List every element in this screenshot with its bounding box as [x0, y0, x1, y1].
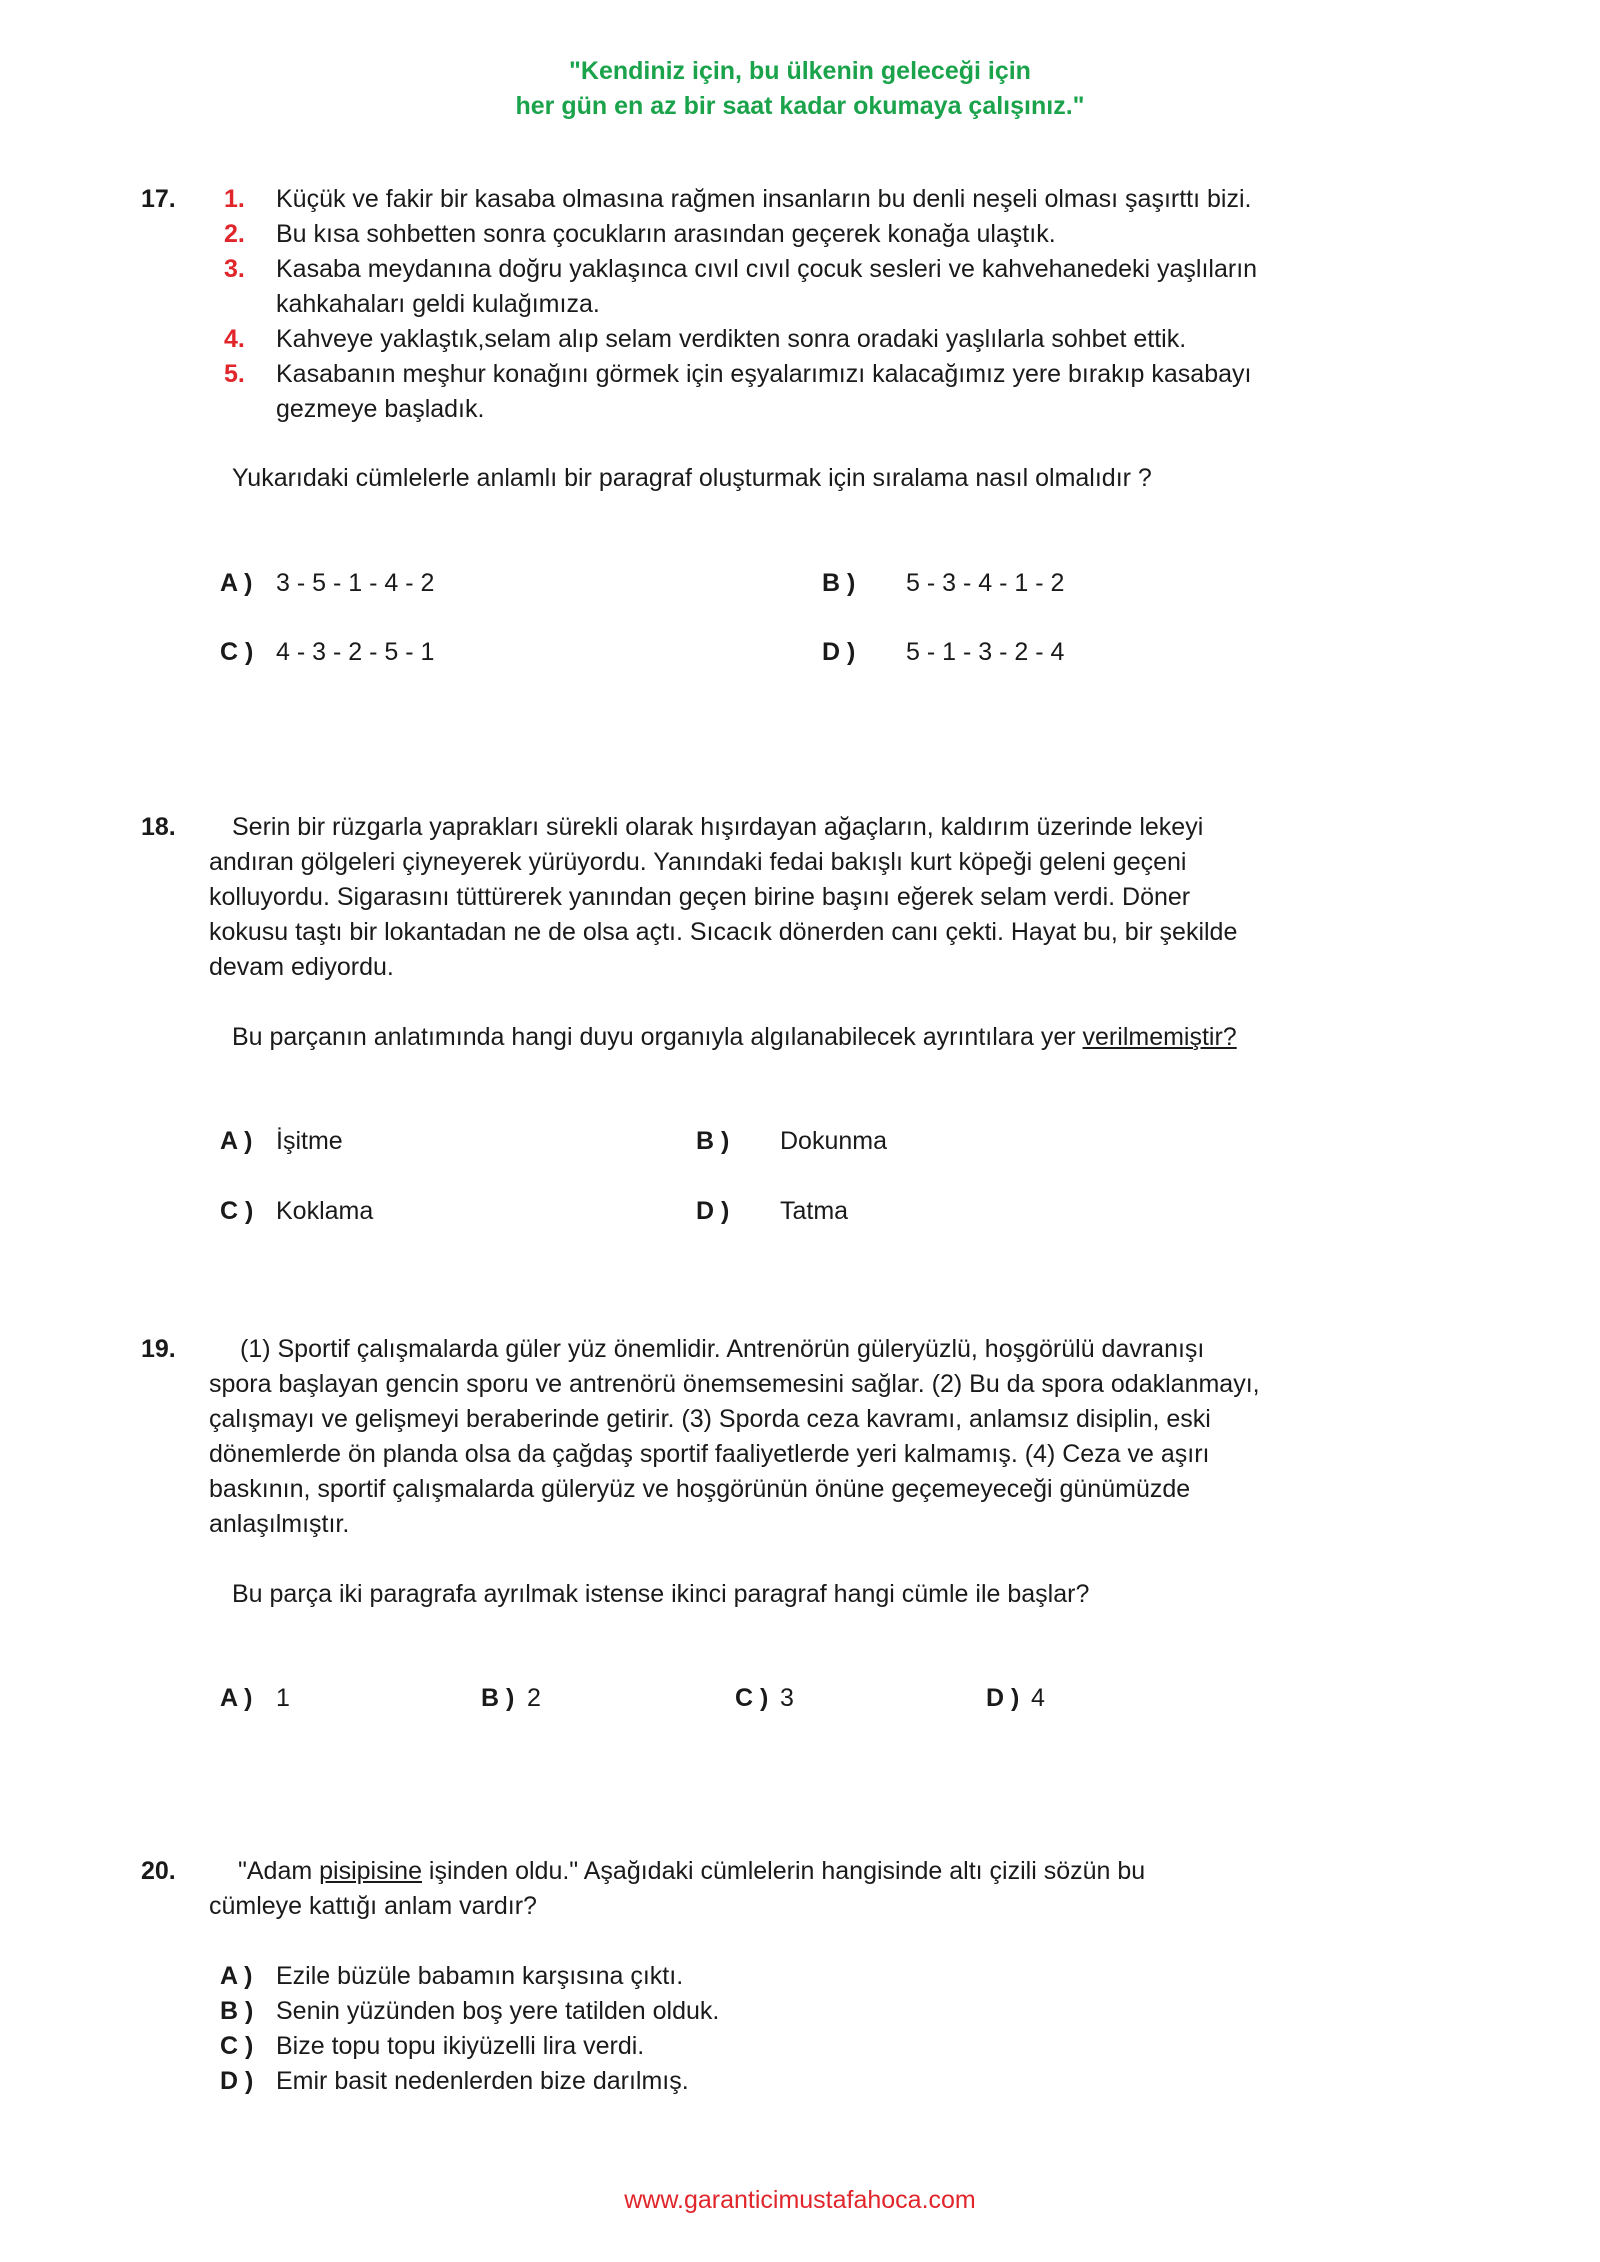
q19-question: Bu parça iki paragrafa ayrılmak istense ikinci paragraf hangi cümle ile başlar?: [232, 1580, 1090, 1608]
q19-passage-line-2: spora başlayan gencin sporu ve antrenörü önemsemesini sağlar. (2) Bu da spora odaklanmayı,: [209, 1370, 1260, 1398]
q20-option-b-text[interactable]: Senin yüzünden boş yere tatilden olduk.: [276, 1997, 720, 2025]
q19-option-c-letter[interactable]: C ): [735, 1684, 769, 1712]
q18-passage-line-1: Serin bir rüzgarla yaprakları sürekli olarak hışırdayan ağaçların, kaldırım üzerinde lekeyi: [232, 813, 1204, 841]
q20-stem-suffix: işinden oldu." Aşağıdaki cümlelerin hangisinde altı çizili sözün bu: [421, 1857, 1146, 1885]
q19-option-d-letter[interactable]: D ): [986, 1684, 1020, 1712]
q18-passage-line-2: andıran gölgeleri çiyneyerek yürüyordu. Yanındaki fedai bakışlı kurt köpeği geleni geçeni: [209, 848, 1187, 876]
q17-question: Yukarıdaki cümlelerle anlamlı bir paragraf oluşturmak için sıralama nasıl olmalıdır ?: [232, 464, 1152, 492]
q17-option-a-text[interactable]: 3 - 5 - 1 - 4 - 2: [276, 569, 435, 597]
question-20-number: 20.: [141, 1857, 176, 1885]
header-quote-line-1: "Kendiniz için, bu ülkenin geleceği için: [569, 57, 1031, 85]
q17-item-3-number: 3.: [224, 255, 245, 283]
q19-passage-line-1: (1) Sportif çalışmalarda güler yüz önemlidir. Antrenörün güleryüzlü, hoşgörülü davranışı: [240, 1335, 1205, 1363]
q18-question-underlined: verilmemiştir?: [1082, 1023, 1237, 1051]
q17-option-c-letter[interactable]: C ): [220, 638, 254, 666]
q17-option-a-letter[interactable]: A ): [220, 569, 253, 597]
q17-option-d-text[interactable]: 5 - 1 - 3 - 2 - 4: [906, 638, 1065, 666]
q17-item-5-number: 5.: [224, 360, 245, 388]
q18-option-b-letter[interactable]: B ): [696, 1127, 730, 1155]
q17-item-5-text-line-2: gezmeye başladık.: [276, 395, 485, 423]
q17-item-3-text-line-1: Kasaba meydanına doğru yaklaşınca cıvıl cıvıl çocuk sesleri ve kahvehanedeki yaşlıların: [276, 255, 1258, 283]
q20-option-c-text[interactable]: Bize topu topu ikiyüzelli lira verdi.: [276, 2032, 645, 2060]
question-19-number: 19.: [141, 1335, 176, 1363]
q17-option-b-letter[interactable]: B ): [822, 569, 856, 597]
q19-option-a-text[interactable]: 1: [276, 1684, 290, 1712]
q17-item-4-text: Kahveye yaklaştık,selam alıp selam verdikten sonra oradaki yaşlılarla sohbet ettik.: [276, 325, 1187, 353]
q18-option-c-text[interactable]: Koklama: [276, 1197, 374, 1225]
q17-item-4-number: 4.: [224, 325, 245, 353]
q18-option-a-letter[interactable]: A ): [220, 1127, 253, 1155]
footer-url[interactable]: www.garanticimustafahoca.com: [624, 2186, 976, 2214]
q18-option-d-text[interactable]: Tatma: [780, 1197, 849, 1225]
q17-item-1-text: Küçük ve fakir bir kasaba olmasına rağmen insanların bu denli neşeli olması şaşırttı bizi.: [276, 185, 1252, 213]
q17-item-2-text: Bu kısa sohbetten sonra çocukların arasından geçerek konağa ulaştık.: [276, 220, 1056, 248]
question-18-number: 18.: [141, 813, 176, 841]
q19-option-c-text[interactable]: 3: [780, 1684, 794, 1712]
q19-passage-line-4: dönemlerde ön planda olsa da çağdaş sportif faaliyetlerde yeri kalmamış. (4) Ceza ve aşırı: [209, 1440, 1210, 1468]
question-17-number: 17.: [141, 185, 176, 213]
q18-question: [232, 1020, 1237, 1055]
q18-question-text: Bu parçanın anlatımında hangi duyu organıyla algılanabilecek ayrıntılara yer: [232, 1023, 1083, 1051]
q19-passage-line-6: anlaşılmıştır.: [209, 1510, 350, 1538]
q18-option-a-text[interactable]: İşitme: [276, 1127, 343, 1155]
q17-option-d-letter[interactable]: D ): [822, 638, 856, 666]
q20-option-d-letter[interactable]: D ): [220, 2067, 254, 2095]
q18-passage-line-3: kolluyordu. Sigarasını tüttürerek yanından geçen birine başını eğerek selam verdi. Döner: [209, 883, 1191, 911]
q18-passage-line-5: devam ediyordu.: [209, 953, 394, 981]
q17-item-1-number: 1.: [224, 185, 245, 213]
q18-option-c-letter[interactable]: C ): [220, 1197, 254, 1225]
q19-option-d-text[interactable]: 4: [1031, 1684, 1045, 1712]
q17-item-2-number: 2.: [224, 220, 245, 248]
q20-option-c-letter[interactable]: C ): [220, 2032, 254, 2060]
q20-stem-line-2: cümleye kattığı anlam vardır?: [209, 1892, 537, 1920]
q20-option-a-text[interactable]: Ezile büzüle babamın karşısına çıktı.: [276, 1962, 684, 1990]
q18-option-b-text[interactable]: Dokunma: [780, 1127, 887, 1155]
q17-item-3-text-line-2: kahkahaları geldi kulağımıza.: [276, 290, 600, 318]
q20-stem-line-1: [238, 1854, 1145, 1889]
q17-item-5-text-line-1: Kasabanın meşhur konağını görmek için eşyalarımızı kalacağımız yere bırakıp kasabayı: [276, 360, 1252, 388]
q18-option-d-letter[interactable]: D ): [696, 1197, 730, 1225]
header-quote: [0, 54, 1600, 124]
q19-passage-line-3: çalışmayı ve gelişmeyi beraberinde getirir. (3) Sporda ceza kavramı, anlamsız disiplin, eski: [209, 1405, 1211, 1433]
q20-stem-prefix: "Adam: [238, 1857, 320, 1885]
q20-stem-underlined: pisipisine: [319, 1857, 422, 1885]
q17-option-b-text[interactable]: 5 - 3 - 4 - 1 - 2: [906, 569, 1065, 597]
q19-option-b-letter[interactable]: B ): [481, 1684, 515, 1712]
q18-passage-line-4: kokusu taştı bir lokantadan ne de olsa açtı. Sıcacık dönerden canı çekti. Hayat bu, bir şekilde: [209, 918, 1238, 946]
q19-option-b-text[interactable]: 2: [527, 1684, 541, 1712]
q19-option-a-letter[interactable]: A ): [220, 1684, 253, 1712]
q17-option-c-text[interactable]: 4 - 3 - 2 - 5 - 1: [276, 638, 435, 666]
q20-option-b-letter[interactable]: B ): [220, 1997, 254, 2025]
q19-passage-line-5: baskının, sportif çalışmalarda güleryüz ve hoşgörünün önüne geçemeyeceği günümüzde: [209, 1475, 1191, 1503]
header-quote-line-2: her gün en az bir saat kadar okumaya çalışınız.": [515, 92, 1085, 120]
q20-option-a-letter[interactable]: A ): [220, 1962, 253, 1990]
q20-option-d-text[interactable]: Emir basit nedenlerden bize darılmış.: [276, 2067, 689, 2095]
